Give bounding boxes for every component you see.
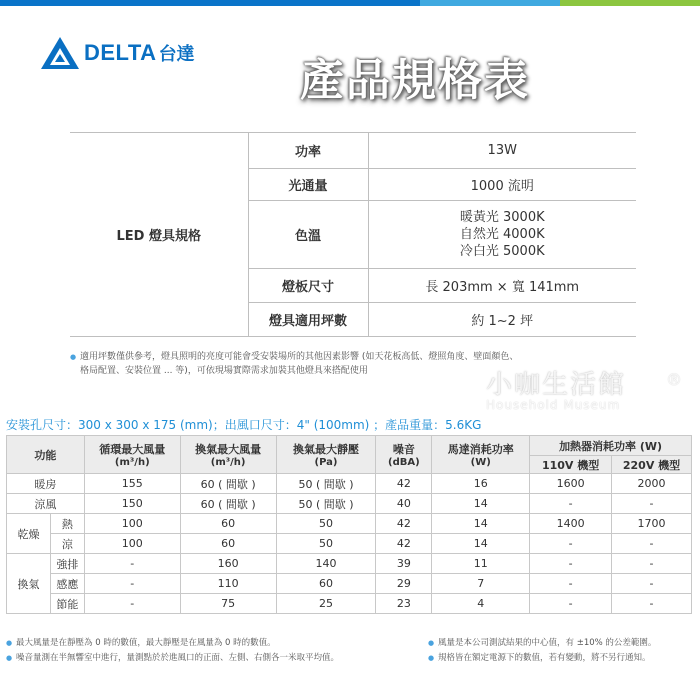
- cell: 140: [276, 554, 376, 574]
- footnotes-left: [6, 636, 416, 666]
- cell: -: [612, 574, 692, 594]
- footnote: ● 最大風量是在靜壓為 0 時的數值，最大靜壓是在風量為 0 時的數值。: [6, 636, 416, 651]
- header-noise-label: 噪音: [392, 443, 415, 456]
- cell: 14: [432, 534, 530, 554]
- cell: 14: [432, 514, 530, 534]
- cell: -: [612, 594, 692, 614]
- header-vent-flow-unit: (m³/h): [210, 457, 246, 468]
- header-circ-flow-label: 循環最大風量: [99, 443, 166, 456]
- footnote: ● 噪音量測在半無響室中進行，量測點於於進風口的正面、左側、右側各一米取平均值。: [6, 651, 416, 666]
- cell: 11: [432, 554, 530, 574]
- cell: -: [530, 574, 612, 594]
- group-label-dry: 乾燥: [7, 514, 51, 554]
- spec-row: [70, 133, 636, 169]
- spec-group-label: LED 燈具規格: [70, 133, 248, 337]
- row-label: 涼: [50, 534, 84, 554]
- cell: 60: [180, 514, 276, 534]
- spec-value: 約 1~2 坪: [368, 303, 636, 337]
- header-vent-flow-label: 換氣最大風量: [195, 443, 262, 456]
- spec-value: 長 203mm × 寬 141mm: [368, 269, 636, 303]
- spec-key: 色溫: [248, 201, 368, 269]
- led-spec-table: [70, 132, 636, 337]
- spec-value-multiline: [368, 201, 636, 269]
- cell: 4: [432, 594, 530, 614]
- spec-note-line: ● 適用坪數僅供參考，燈具照明的亮度可能會受安裝場所的其他因素影響 (如天花板高低、燈照角度、壁面顏色、: [80, 352, 519, 362]
- cell: 100: [84, 514, 180, 534]
- top-bar-green: [560, 0, 700, 6]
- header-motor-unit: (W): [470, 457, 491, 468]
- cell: 1400: [530, 514, 612, 534]
- install-info: 安裝孔尺寸：300 x 300 x 175 (mm)；出風口尺寸：4" (100mm) ；產品重量：5.6KG: [6, 418, 482, 432]
- header-motor-power: [432, 436, 530, 474]
- header-model-220: 220V 機型: [612, 456, 692, 474]
- header-noise: [376, 436, 432, 474]
- cell: 60 ( 間歇 ): [180, 494, 276, 514]
- cell: 16: [432, 474, 530, 494]
- top-bar-blue: [0, 0, 420, 6]
- cell: 155: [84, 474, 180, 494]
- header-static-pressure: [276, 436, 376, 474]
- cell: 1600: [530, 474, 612, 494]
- header-function: 功能: [7, 436, 85, 474]
- cell: 42: [376, 534, 432, 554]
- cell: 110: [180, 574, 276, 594]
- cell: 42: [376, 514, 432, 534]
- registered-mark: ®: [666, 370, 682, 389]
- cell: -: [612, 534, 692, 554]
- cell: 60 ( 間歇 ): [180, 474, 276, 494]
- top-color-bar: [0, 0, 700, 6]
- brand-name-cn: 台達: [158, 44, 195, 65]
- cell: 25: [276, 594, 376, 614]
- table-row: [7, 514, 692, 534]
- performance-table: [6, 435, 692, 614]
- header-circ-flow-unit: (m³/h): [114, 457, 150, 468]
- cell: 75: [180, 594, 276, 614]
- header-vent-flow: [180, 436, 276, 474]
- cell: -: [84, 594, 180, 614]
- cell: -: [84, 554, 180, 574]
- cell: 23: [376, 594, 432, 614]
- cell: 39: [376, 554, 432, 574]
- spec-key: 光通量: [248, 169, 368, 201]
- row-label: 熱: [50, 514, 84, 534]
- spec-key: 燈板尺寸: [248, 269, 368, 303]
- cell: 50 ( 間歇 ): [276, 494, 376, 514]
- table-row: [7, 554, 692, 574]
- header-circ-flow: [84, 436, 180, 474]
- delta-logo: [40, 36, 195, 70]
- header-noise-unit: (dBA): [388, 457, 420, 468]
- watermark-en: Household Museum: [486, 398, 621, 412]
- color-temp-cool: 冷白光 5000K: [459, 244, 545, 259]
- cell: 50: [276, 514, 376, 534]
- cell: -: [612, 554, 692, 574]
- row-label: 暖房: [7, 474, 85, 494]
- row-label: 強排: [50, 554, 84, 574]
- cell: 1700: [612, 514, 692, 534]
- cell: 60: [180, 534, 276, 554]
- table-row: [7, 594, 692, 614]
- table-row: [7, 494, 692, 514]
- cell: 50 ( 間歇 ): [276, 474, 376, 494]
- cell: 7: [432, 574, 530, 594]
- cell: 60: [276, 574, 376, 594]
- header-heater-power: 加熱器消耗功率 (W): [530, 436, 692, 456]
- cell: -: [530, 534, 612, 554]
- banner-title: 產品規格表: [300, 55, 530, 106]
- footnote: ● 規格皆在額定電源下的數值，若有變動，將不另行通知。: [428, 651, 696, 666]
- header-pressure-label: 換氣最大靜壓: [292, 443, 359, 456]
- header-pressure-unit: (Pa): [314, 457, 338, 468]
- row-label: 感應: [50, 574, 84, 594]
- footnote: ● 風量是本公司測試結果的中心值，有 ±10% 的公差範圍。: [428, 636, 696, 651]
- cell: -: [530, 594, 612, 614]
- spec-key: 功率: [248, 133, 368, 169]
- cell: -: [612, 494, 692, 514]
- cell: -: [84, 574, 180, 594]
- cell: 14: [432, 494, 530, 514]
- cell: 40: [376, 494, 432, 514]
- spec-key: 燈具適用坪數: [248, 303, 368, 337]
- spec-value: 1000 流明: [368, 169, 636, 201]
- color-temp-natural: 自然光 4000K: [459, 227, 545, 242]
- cell: -: [530, 554, 612, 574]
- cell: 160: [180, 554, 276, 574]
- header-row: [7, 436, 692, 456]
- table-row: [7, 574, 692, 594]
- cell: -: [530, 494, 612, 514]
- header-motor-label: 馬達消耗功率: [447, 443, 514, 456]
- cell: 42: [376, 474, 432, 494]
- table-row: [7, 534, 692, 554]
- cell: 150: [84, 494, 180, 514]
- spec-note-line: 格局配置、安裝位置 ... 等)，可依現場實際需求加裝其他燈具來搭配使用: [80, 366, 368, 376]
- header-model-110: 110V 機型: [530, 456, 612, 474]
- group-label-vent: 換氣: [7, 554, 51, 614]
- footnotes-right: [428, 636, 696, 666]
- delta-triangle-icon: [40, 36, 80, 70]
- watermark-text: 小咖生活館: [486, 370, 627, 400]
- table-row: [7, 474, 692, 494]
- top-bar-lightblue: [420, 0, 560, 6]
- row-label: 涼風: [7, 494, 85, 514]
- cell: 50: [276, 534, 376, 554]
- color-temp-warm: 暖黃光 3000K: [459, 210, 545, 225]
- cell: 29: [376, 574, 432, 594]
- cell: 100: [84, 534, 180, 554]
- row-label: 節能: [50, 594, 84, 614]
- brand-name: DELTA: [84, 40, 157, 65]
- spec-value: 13W: [368, 133, 636, 169]
- cell: 2000: [612, 474, 692, 494]
